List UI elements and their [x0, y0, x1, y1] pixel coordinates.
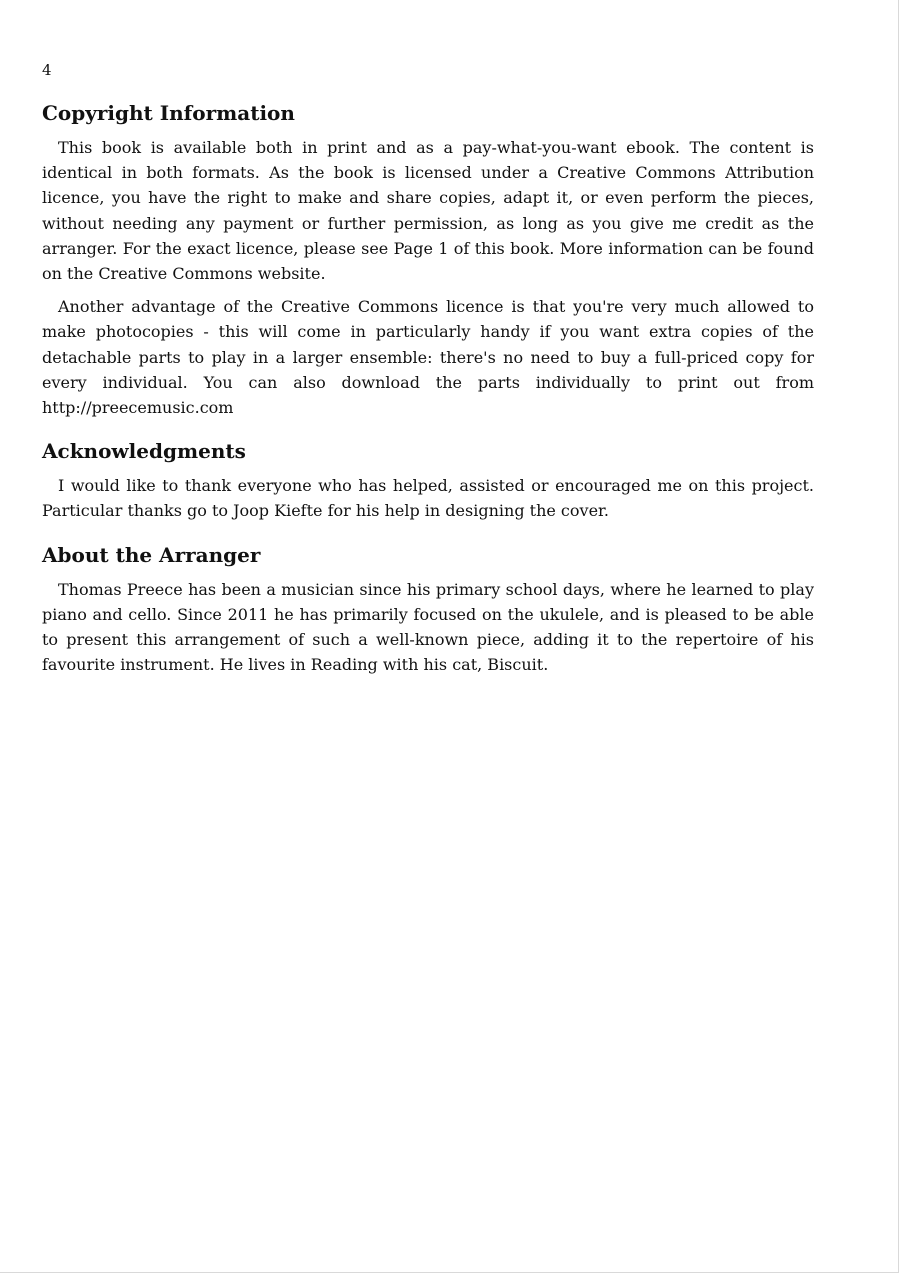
section-heading: Acknowledgments: [42, 439, 246, 464]
section-about-the-arranger: [42, 542, 814, 678]
section-copyright-information: [42, 100, 814, 420]
page-number: 4: [42, 61, 52, 79]
page-content: [42, 100, 814, 695]
section-heading: Copyright Information: [42, 101, 295, 125]
body-paragraph: I would like to thank everyone who has helped, assisted or encouraged me on this project. Particular thanks go to Joop Kiefte for his help in designing the cover.: [42, 476, 814, 521]
section-heading: About the Arranger: [42, 542, 261, 567]
body-paragraph: Thomas Preece has been a musician since his primary school days, where he learned to play piano and cello. Since 2011 he has primarily focused on the ukulele, and is pleased to be able to present this arrangement of such a well-known piece, adding it to the repertoire of his favourite instrument. He lives in Reading with his cat, Biscuit.: [42, 579, 814, 675]
body-paragraph: Another advantage of the Creative Commons licence is that you're very much allowed to make photocopies - this will come in particularly handy if you want extra copies of the detachable parts to play in a larger ensemble: there's no need to buy a full-priced copy for every individual. You can also download the parts individually to print out from http://preecemusic.com: [42, 297, 814, 418]
section-acknowledgments: [42, 438, 814, 523]
body-paragraph: This book is available both in print and as a pay-what-you-want ebook. The content is identical in both formats. As the book is licensed under a Creative Commons Attribution licence, you have the right to make and share copies, adapt it, or even perform the pieces, without needing any payment or further permission, as long as you give me credit as the arranger. For the exact licence, please see Page 1 of this book. More information can be found on the Creative Commons website.: [42, 138, 814, 284]
